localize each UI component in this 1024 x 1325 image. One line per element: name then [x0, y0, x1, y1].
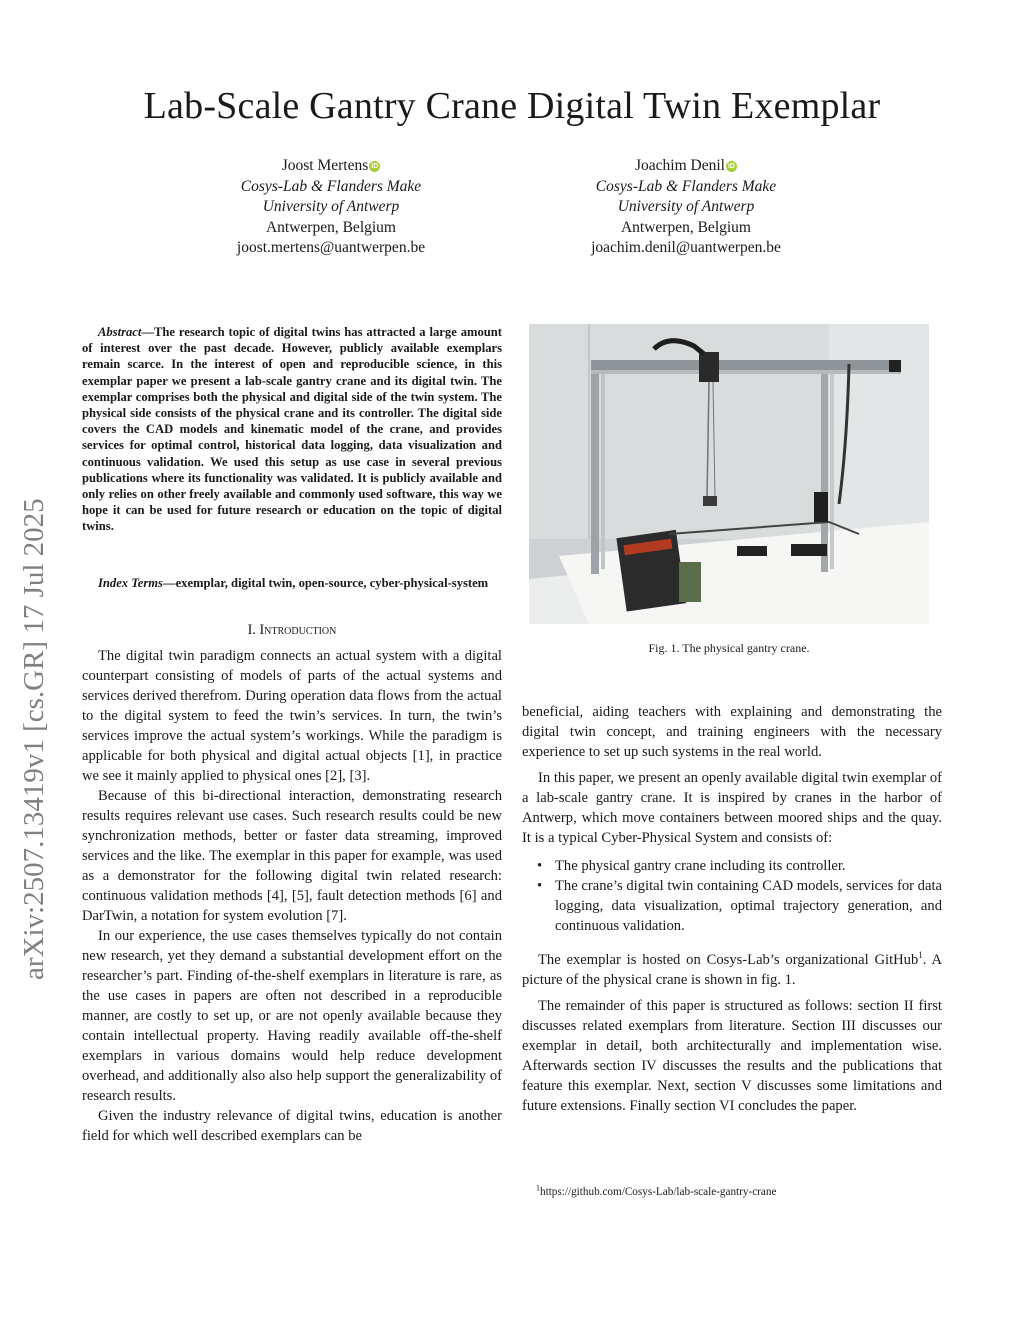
abstract: [82, 324, 502, 535]
paragraph: Because of this bi-directional interaction, demonstrating research results requires relevant use cases. Such research results could be new synchronization methods, better or faster data streaming, improved services and the like. The exemplar in this paper for example, was used as a demonstrator for the following digital twin related research: continuous validation methods [4], [5], fault detection methods [6] and DarTwin, a notation for system evolution [7].: [82, 788, 502, 924]
author-email[interactable]: joost.mertens@uantwerpen.be: [236, 239, 426, 256]
list-item: • The physical gantry crane including its controller.: [555, 856, 942, 876]
footnote: [536, 1183, 777, 1198]
author-location: Antwerpen, Belgium: [265, 218, 396, 236]
section-heading: [82, 622, 502, 639]
hosted-text: The exemplar is hosted on Cosys-Lab’s organizational GitHub: [538, 952, 919, 968]
index-terms: [82, 575, 502, 591]
footnote-number: 1: [536, 1183, 540, 1193]
author-name: Joachim Denil: [635, 157, 725, 174]
paragraph: Given the industry relevance of digital twins, education is another field for which well described exemplars can be: [82, 1108, 502, 1144]
paragraph: In our experience, the use cases themselves typically do not contain new research, yet they demand a substantial development effort on the researcher’s part. Finding of-the-shelf exemplars in literature is rare, as the use cases in papers are often not described in a reproducible manner, are costly to set up, or are not openly available because they contain intellectual property. Having readily available off-the-shelf exemplars in various domains would help reduce development overhead, and additionally also also help support the generalizability of research results.: [82, 928, 502, 1104]
section-title: Introduction: [259, 622, 337, 638]
paper-title: Lab-Scale Gantry Crane Digital Twin Exemplar: [143, 85, 881, 127]
abstract-text: —The research topic of digital twins has attracted a large amount of interest over the past decade. However, publicly available exemplars remain scarce. In the interest of open and reproducible science, in this exemplar paper we present a lab-scale gantry crane and its digital twin. The exemplar comprises both the physical and digital side of the twin system. The physical side consists of the physical crane and its controller. The digital side covers the CAD models and kinematic model of the crane, and provides services for optimal control, historical data logging, data visualization and continuous validation. We used this setup as use case in several previous publications where its functionality was validated. It is publicly available and only relies on other freely available and commonly used software, this way we hope it can be used for future research or education on the topic of digital twins.: [82, 325, 502, 534]
author-university: University of Antwerp: [617, 198, 755, 215]
author-affiliation: Cosys-Lab & Flanders Make: [240, 177, 422, 195]
gantry-crane-photo: [529, 324, 929, 624]
orcid-icon[interactable]: iD: [371, 163, 379, 170]
author-email[interactable]: joachim.denil@uantwerpen.be: [591, 239, 781, 256]
section-number: I.: [247, 622, 260, 638]
abstract-lead: Abstract: [98, 325, 142, 339]
author-location: Antwerpen, Belgium: [620, 218, 751, 236]
author-block-2: [536, 156, 836, 259]
footnote-marker[interactable]: 1: [918, 950, 923, 961]
left-column-body: [82, 646, 502, 1146]
author-name: Joost Mertens: [281, 157, 369, 174]
footnote-url[interactable]: https://github.com/Cosys-Lab/lab-scale-gantry-crane: [540, 1186, 777, 1198]
figure-caption: Fig. 1. The physical gantry crane.: [648, 641, 810, 655]
paragraph: The digital twin paradigm connects an actual system with a digital counterpart consisting of models of parts of the actual systems and services derived therefrom. During operation data flows from the actual to the digital system to feed the twin’s services. In turn, the twin’s services improve the actual system’s workings. While the paradigm is applicable for both physical and digital actual objects [1], in practice we see it mainly applied to physical ones [2], [3].: [82, 648, 502, 784]
hosted-text-end: . A picture of the physical crane is shown in fig. 1.: [522, 952, 942, 988]
author-university: University of Antwerp: [262, 198, 400, 215]
paragraph: The remainder of this paper is structured as follows: section II first discusses related exemplars from literature. Section III discusses our exemplar in detail, both architecturally and implementation wise. Afterwards section IV discusses the results and the publications that feature this exemplar. Next, section V discusses some limitations and future extensions. Finally section VI concludes the paper.: [522, 998, 942, 1114]
index-terms-text: —exemplar, digital twin, open-source, cyber-physical-system: [162, 576, 489, 590]
paragraph: In this paper, we present an openly available digital twin exemplar of a lab-scale gantry crane. It is inspired by cranes in the harbor of Antwerp, which move containers between moored ships and the quay. It is a typical Cyber-Physical System and consists of:: [522, 770, 942, 846]
author-block-1: [181, 156, 481, 259]
paragraph: beneficial, aiding teachers with explaining and demonstrating the digital twin concept, and training engineers with the necessary experience to set up such systems in the real world.: [522, 704, 942, 760]
orcid-icon[interactable]: iD: [727, 163, 735, 170]
arxiv-identifier: arXiv:2507.13419v1 [cs.GR] 17 Jul 2025: [18, 498, 50, 980]
paragraph: [522, 950, 942, 990]
author-affiliation: Cosys-Lab & Flanders Make: [595, 177, 777, 195]
list-item: • The crane’s digital twin containing CAD models, services for data logging, data visualization, optimal trajectory generation, and continuous validation.: [555, 876, 942, 936]
index-terms-lead: Index Terms: [98, 576, 163, 590]
contribution-list: [522, 856, 942, 936]
right-column-body: [522, 702, 942, 1116]
